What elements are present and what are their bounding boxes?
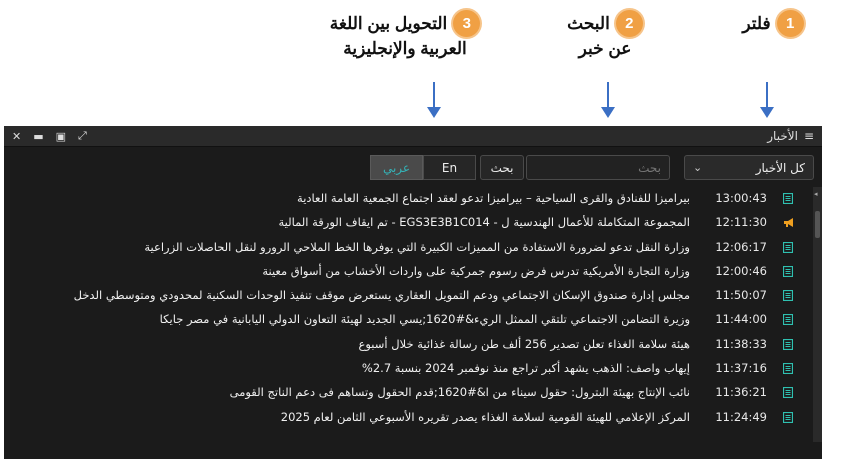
news-time: 11:24:49	[715, 409, 767, 424]
panel-title: الأخبار	[767, 129, 798, 143]
panel-titlebar	[4, 126, 822, 147]
english-language-button[interactable]: En	[423, 155, 476, 180]
news-icon	[783, 339, 793, 350]
news-time: 11:37:16	[715, 361, 767, 376]
news-filter-dropdown[interactable]	[684, 155, 814, 180]
news-headline[interactable]: إيهاب واصف: الذهب يشهد أكبر تراجع منذ نوفمبر 2024 بنسبة 2.7%	[361, 361, 690, 376]
callout-filter-text: فلتر	[742, 13, 771, 33]
chevron-down-icon: ⌄	[693, 161, 703, 174]
news-time: 12:00:46	[715, 263, 767, 278]
callout-search-text-2: عن خبر	[578, 39, 632, 58]
callout-badge-1: 1	[777, 10, 804, 37]
callout-language	[315, 10, 495, 59]
arabic-language-button[interactable]: عربي	[370, 155, 423, 180]
arrow-filter	[766, 82, 768, 108]
news-row[interactable]	[4, 187, 822, 211]
news-row[interactable]	[4, 284, 822, 308]
news-icon	[783, 193, 793, 204]
arrow-language	[433, 82, 435, 108]
window-controls	[12, 129, 87, 143]
news-toolbar	[4, 147, 822, 187]
news-time: 11:50:07	[715, 288, 767, 303]
callout-filter	[733, 10, 813, 37]
news-time: 11:36:21	[715, 385, 767, 400]
news-panel	[4, 126, 822, 459]
callout-language-text-1: التحويل بين اللغة	[329, 13, 448, 33]
callout-badge-3: 3	[453, 10, 480, 37]
callout-badge-2: 2	[616, 10, 643, 37]
arrow-search	[607, 82, 609, 108]
news-time: 13:00:43	[715, 191, 767, 205]
news-row[interactable]	[4, 236, 822, 260]
news-time: 11:44:00	[715, 312, 767, 327]
news-icon	[783, 314, 793, 325]
news-icon	[783, 290, 793, 301]
callout-language-text-2: العربية والإنجليزية	[343, 39, 467, 58]
panel-title-group	[767, 129, 814, 143]
callout-search-text-1: البحث	[567, 13, 610, 33]
scroll-arrow-icon[interactable]: ◂	[814, 190, 818, 198]
news-row[interactable]	[4, 333, 822, 357]
news-filter-value: كل الأخبار	[755, 160, 805, 175]
news-time: 12:11:30	[715, 215, 767, 230]
news-icon	[783, 242, 793, 253]
minimize-icon[interactable]: ▬	[33, 129, 44, 143]
news-row[interactable]	[4, 406, 822, 430]
news-list	[4, 187, 822, 430]
news-row[interactable]	[4, 357, 822, 381]
news-row[interactable]	[4, 308, 822, 332]
restore-icon[interactable]: ▣	[55, 129, 67, 143]
news-time: 11:38:33	[715, 336, 767, 351]
news-headline[interactable]: وزارة التجارة الأمريكية تدرس فرض رسوم جمركية على واردات الأخشاب من أسواق معينة	[262, 263, 690, 278]
news-time: 12:06:17	[715, 239, 767, 254]
news-headline[interactable]: وزارة النقل تدعو لضرورة الاستفادة من المميزات الكبيرة التي يوفرها الخط الملاحي الرورو لنقل الحاصلات الزراعية	[144, 239, 690, 254]
news-headline[interactable]: نائب الإنتاج بهيئة البترول: حقول سيناء من ا&#1620;قدم الحقول وتساهم فى دعم الناتج القومى	[229, 385, 690, 400]
news-headline[interactable]: مجلس إدارة صندوق الإسكان الاجتماعي ودعم التمويل العقاري يستعرض موقف تنفيذ الوحدات السكنية لمحدودي ومتوسطي الدخل	[73, 288, 690, 303]
news-row[interactable]	[4, 211, 822, 235]
megaphone-icon	[783, 217, 793, 228]
news-headline[interactable]: وزيرة التضامن الاجتماعي تلتقي الممثل الريء&#1620;يسي الجديد لهيئة التعاون الدولي اليابانية في مصر جايكا	[159, 312, 690, 327]
menu-icon[interactable]: ≡	[803, 129, 814, 143]
news-row[interactable]	[4, 260, 822, 284]
scrollbar-thumb[interactable]	[815, 211, 820, 238]
news-headline[interactable]: بيراميزا للفنادق والقرى السياحية – بيراميزا تدعو لعقد اجتماع الجمعية العامة العادية	[297, 191, 690, 205]
news-headline[interactable]: المجموعة المتكاملة للأعمال الهندسية ل - EGS3E3B1C014 - تم ايقاف الورقة المالية	[278, 215, 690, 230]
news-icon	[783, 412, 793, 423]
news-headline[interactable]: المركز الإعلامي للهيئة القومية لسلامة الغذاء يصدر تقريره الأسبوعي الثامن لعام 2025	[280, 409, 690, 424]
maximize-icon[interactable]: ⤢	[78, 129, 87, 142]
search-button[interactable]: بحث	[480, 155, 524, 180]
close-icon[interactable]: ✕	[12, 129, 22, 143]
callout-search	[550, 10, 660, 59]
search-input[interactable]: بحث	[526, 155, 670, 180]
news-icon	[783, 387, 793, 398]
news-icon	[783, 363, 793, 374]
news-row[interactable]	[4, 381, 822, 405]
news-icon	[783, 266, 793, 277]
scrollbar[interactable]	[813, 187, 822, 442]
news-headline[interactable]: هيئة سلامة الغذاء تعلن تصدير 256 ألف طن رسالة غذائية خلال أسبوع	[358, 336, 690, 351]
